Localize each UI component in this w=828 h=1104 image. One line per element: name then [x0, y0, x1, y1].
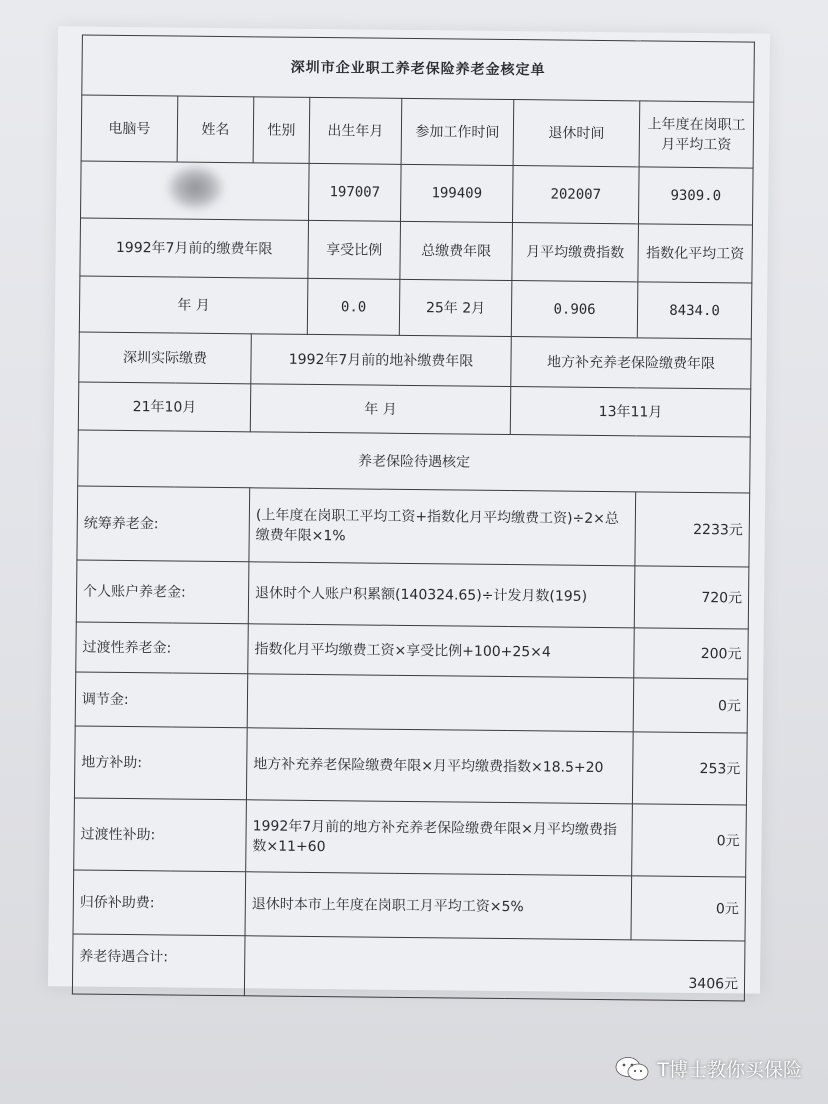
name-header: 姓名: [177, 96, 254, 163]
benefit-label: 统筹养老金:: [77, 486, 250, 562]
avg-index-value: 0.906: [511, 281, 638, 338]
retire-header: 退休时间: [513, 100, 640, 167]
benefit-formula: 退休时本市上年度在岗职工月平均工资×5%: [245, 872, 632, 940]
avg-wage-header: 上年度在岗职工月平均工资: [639, 101, 754, 168]
ratio-value: 0.0: [307, 278, 400, 335]
wechat-icon: [615, 1056, 649, 1082]
avg-index-header: 月平均缴费指数: [512, 223, 639, 282]
total-years-value: 25年 2月: [399, 279, 512, 336]
values-row-3: [78, 382, 750, 437]
values-row-2: [79, 276, 752, 339]
header-row-2: [80, 218, 753, 283]
work-start-header: 参加工作时间: [401, 98, 514, 165]
avg-wage-value: 9309.0: [638, 167, 753, 225]
benefit-formula: 地方补充养老保险缴费年限×月平均缴费指数×18.5+20: [246, 728, 633, 804]
gender-header: 性别: [253, 97, 310, 164]
redaction-blur: [166, 164, 224, 211]
benefit-formula: [247, 674, 634, 732]
benefit-formula: 退休时个人账户积累额(140324.65)÷计发月数(195): [248, 562, 635, 628]
section-row: [78, 430, 751, 493]
indexed-wage-value: 8434.0: [637, 282, 752, 339]
sz-actual-value: 21年10月: [78, 382, 250, 432]
benefit-label: 归侨补助费:: [73, 870, 246, 936]
benefit-label: 过渡性补助:: [74, 798, 247, 872]
benefit-amount: 0元: [632, 804, 747, 877]
retire-value: 202007: [512, 166, 639, 224]
benefit-row: [74, 726, 747, 805]
benefit-row: [75, 672, 748, 733]
ratio-header: 享受比例: [308, 220, 401, 279]
watermark-text: T博士教你买保险: [657, 1059, 802, 1081]
benefit-row: [73, 870, 746, 941]
pre1992-local-header: 1992年7月前的地补缴费年限: [251, 334, 512, 387]
total-years-header: 总缴费年限: [400, 221, 513, 280]
form-title: 深圳市企业职工养老保险养老金核定单: [82, 35, 755, 102]
pension-assessment-table: [72, 35, 755, 1002]
values-row-1: [81, 161, 754, 225]
benefit-label: 地方补助:: [74, 726, 247, 800]
sz-actual-header: 深圳实际缴费: [79, 332, 252, 384]
benefit-amount: 0元: [633, 678, 748, 733]
benefit-label: 调节金:: [75, 672, 248, 728]
watermark: [615, 1055, 802, 1082]
benefit-amount: 253元: [632, 732, 747, 805]
pension-form-paper: [48, 26, 770, 993]
benefit-row: [76, 622, 749, 679]
header-row-3: [79, 332, 752, 389]
local-supp-header: 地方补充养老保险缴费年限: [511, 337, 752, 390]
title-row: [82, 35, 755, 102]
benefit-amount: 2233元: [635, 492, 750, 567]
total-amount: 3406元: [244, 936, 745, 1001]
work-start-value: 199409: [400, 164, 513, 222]
total-row: [72, 934, 745, 1001]
local-supp-value: 13年11月: [510, 387, 751, 438]
benefit-amount: 200元: [634, 628, 749, 679]
section-title: 养老保险待遇核定: [78, 430, 751, 493]
birth-header: 出生年月: [309, 97, 402, 164]
benefit-row: [77, 486, 750, 567]
total-label: 养老待遇合计:: [72, 934, 245, 996]
pre1992-header: 1992年7月前的缴费年限: [80, 218, 309, 278]
pre1992-local-value: 年 月: [250, 384, 510, 435]
benefit-formula: (上年度在岗职工平均工资+指数化月平均缴费工资)÷2×总缴费年限×1%: [249, 488, 636, 566]
benefit-formula: 指数化月平均缴费工资×享受比例+100+25×4: [248, 624, 635, 678]
benefit-label: 个人账户养老金:: [76, 560, 249, 624]
file-no-header: 电脑号: [81, 95, 178, 162]
benefit-row: [76, 560, 749, 629]
pre1992-value: 年 月: [79, 276, 308, 334]
benefit-formula: 1992年7月前的地方补充养老保险缴费年限×月平均缴费指数×11+60: [246, 800, 633, 876]
benefit-row: [74, 798, 747, 877]
benefit-amount: 720元: [634, 566, 749, 629]
birth-value: 197007: [309, 163, 402, 221]
benefit-amount: 0元: [631, 876, 746, 941]
indexed-wage-header: 指数化平均工资: [638, 224, 753, 283]
benefit-label: 过渡性养老金:: [76, 622, 249, 674]
redacted-identity: [81, 161, 310, 220]
header-row-1: [81, 95, 754, 168]
